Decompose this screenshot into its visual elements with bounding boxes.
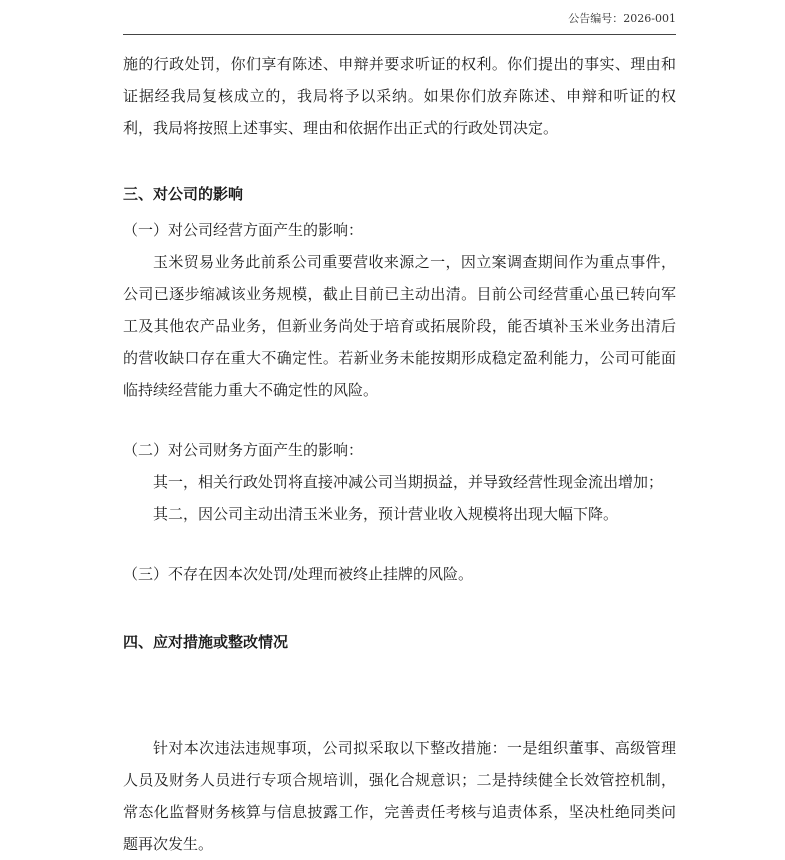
section-3-sub2-item-2: 其二，因公司主动出清玉米业务，预计营业收入规模将出现大幅下降。 — [153, 505, 619, 523]
page-header — [123, 0, 676, 35]
section-4-heading: 四、应对措施或整改情况 — [123, 633, 289, 651]
section-4-paragraph: 针对本次违法违规事项，公司拟采取以下整改措施：一是组织董事、高级管理人员及财务人员进行专项合规培训，强化合规意识；二是持续健全长效管控机制，常态化监督财务核算与信息披露工作，完善责任考核与追责体系，坚决杜绝同类问题再次发生。 — [123, 739, 676, 853]
section-3-sub1-title: （一）对公司经营方面产生的影响： — [123, 221, 364, 239]
section-3-sub2-title: （二）对公司财务方面产生的影响： — [123, 441, 364, 459]
section-3-sub2-item-1: 其一，相关行政处罚将直接冲减公司当期损益，并导致经营性现金流出增加； — [153, 473, 664, 491]
section-3-sub3-title: （三）不存在因本次处罚/处理而被终止挂牌的风险。 — [123, 565, 474, 583]
intro-paragraph: 施的行政处罚，你们享有陈述、申辩并要求听证的权利。你们提出的事实、理由和证据经我局复核成立的，我局将予以采纳。如果你们放弃陈述、申辩和听证的权利，我局将按照上述事实、理由和依据作出正式的行政处罚决定。 — [123, 55, 676, 137]
section-3-sub1-paragraph: 玉米贸易业务此前系公司重要营收来源之一，因立案调查期间作为重点事件，公司已逐步缩减该业务规模，截止目前已主动出清。目前公司经营重心虽已转向军工及其他农产品业务，但新业务尚处于培育或拓展阶段，能否填补玉米业务出清后的营收缺口存在重大不确定性。若新业务未能按期形成稳定盈利能力，公司可能面临持续经营能力重大不确定性的风险。 — [123, 253, 676, 399]
section-3-heading: 三、对公司的影响 — [123, 185, 244, 203]
notice-number: 公告编号：2026-001 — [568, 12, 676, 25]
